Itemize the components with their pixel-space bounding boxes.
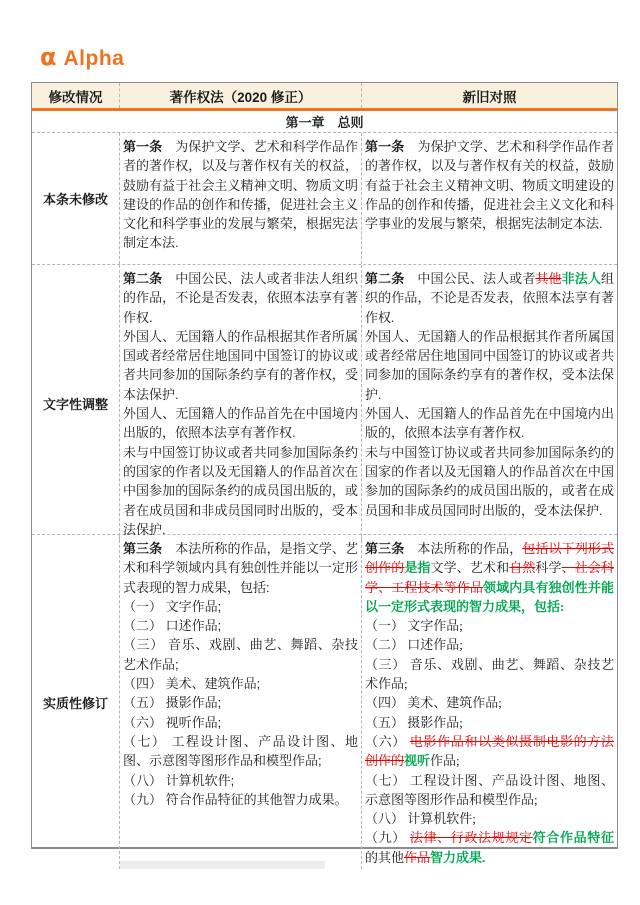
paragraph — [365, 693, 614, 712]
paragraph — [365, 655, 614, 694]
text-run: 本法所称的作品， — [404, 541, 523, 556]
text-run: （六） 视听作品; — [123, 714, 222, 730]
status-cell — [32, 265, 119, 541]
text-run: 作品; — [430, 753, 460, 769]
text-run: 科学 — [535, 560, 562, 576]
text-run: （四） 美术、建筑作品; — [123, 676, 261, 692]
paragraph — [365, 137, 614, 233]
diff-text-cell — [361, 133, 617, 264]
text-run: （八） 计算机软件; — [123, 772, 235, 788]
paragraph — [365, 616, 614, 635]
text-run: 第二条 — [365, 271, 405, 286]
paragraph — [123, 327, 358, 404]
text-run: 第二条 — [123, 271, 163, 286]
paragraph — [365, 732, 614, 771]
deleted-text: 自然 — [509, 560, 536, 576]
law-text-cell — [119, 133, 361, 264]
added-text: 非法人 — [561, 271, 601, 286]
paragraph — [123, 693, 358, 712]
alpha-logo-icon: α — [40, 43, 57, 71]
text-run: （三） 音乐、戏剧、曲艺、舞蹈、杂技艺术作品; — [365, 656, 614, 692]
paragraph — [123, 790, 358, 809]
added-text: 智力成果. — [430, 849, 486, 865]
paragraph — [365, 443, 614, 520]
text-run: 组织的作品，不论是否发表，依照本法享有著作权. — [365, 271, 614, 325]
text-run: （一） 文字作品; — [123, 598, 222, 614]
paragraph — [123, 404, 358, 443]
column-header-law: 著作权法（2020 修正） — [119, 83, 361, 108]
paragraph — [123, 539, 358, 597]
diff-text-cell — [361, 265, 617, 541]
table-row — [32, 534, 617, 865]
text-run: （二） 口述作品; — [365, 637, 463, 653]
text-run: 的其他 — [365, 849, 405, 865]
status-label: 实质性修订 — [42, 695, 108, 711]
diff-text-cell — [361, 535, 617, 869]
text-run: 外国人、无国籍人的作品首先在中国境内出版的，依照本法享有著作权. — [123, 406, 358, 441]
paragraph — [123, 616, 358, 635]
text-run: 外国人、无国籍人的作品首先在中国境内出版的，依照本法享有著作权. — [365, 406, 614, 441]
chapter-heading: 第一章 总则 — [32, 111, 617, 132]
text-run: （一） 文字作品; — [365, 618, 463, 634]
text-run: 未与中国签订协议或者共同参加国际条约的国家的作者以及无国籍人的作品首次在中国参加的国际条约的成员国出版的，或者在成员国和非成员国同时出版的，受本法保护. — [365, 444, 614, 518]
column-header-status: 修改情况 — [48, 89, 103, 105]
text-run: （八） 计算机软件; — [365, 811, 476, 827]
paragraph — [365, 539, 614, 616]
text-run: 为保护文学、艺术和科学作品作者的著作权，以及与著作权有关的权益，鼓励有益于社会主义精神文明、物质文明建设的作品的创作和传播，促进社会主义文化和科学事业的发展与繁荣，根据宪法制定本法. — [365, 139, 614, 232]
paragraph — [123, 443, 358, 539]
table-header-row — [32, 83, 617, 111]
text-run: 未与中国签订协议或者共同参加国际条约的国家的作者以及无国籍人的作品首次在中国参加的国际条约的成员国出版的，或者在成员国和非成员国同时出版的，受本法保护. — [123, 444, 358, 537]
paragraph — [365, 771, 614, 810]
text-run: （五） 摄影作品; — [365, 714, 463, 730]
status-label: 文字性调整 — [42, 396, 108, 412]
paragraph — [365, 404, 614, 443]
text-run: 为保护文学、艺术和科学作品作者的著作权，以及与著作权有关的权益，鼓励有益于社会主义精神文明、物质文明建设的作品的创作和传播，促进社会主义文化和科学事业的发展与繁荣，根据宪法制定本法. — [123, 139, 358, 251]
deleted-text: 其他 — [535, 271, 562, 286]
added-text: 符合作品特征 — [532, 830, 614, 846]
text-run: 第三条 — [123, 541, 163, 556]
added-text: 视听 — [404, 753, 431, 769]
text-run: 外国人、无国籍人的作品根据其作者所属国或者经常居住地国同中国签订的协议或者共同参加的国际条约享有的著作权，受本法保护. — [365, 328, 614, 402]
text-run: （七） 工程设计图、产品设计图、地图、示意图等图形作品和模型作品; — [123, 733, 358, 769]
text-run: （二） 口述作品; — [123, 618, 222, 634]
paragraph — [365, 713, 614, 732]
text-run: 外国人、无国籍人的作品根据其作者所属国或者经常居住地国同中国签订的协议或者共同参加的国际条约享有的著作权，受本法保护. — [123, 328, 358, 402]
deleted-text: 电影作品和以类似摄制电影的方法创作的 — [365, 733, 614, 769]
paragraph — [123, 137, 358, 253]
text-run: （四） 美术、建筑作品; — [365, 695, 502, 711]
paragraph — [123, 713, 358, 732]
paragraph — [123, 635, 358, 674]
table-row — [32, 264, 617, 537]
app-logo — [40, 43, 125, 71]
text-run: 第一条 — [365, 139, 405, 154]
text-run: （五） 摄影作品; — [123, 695, 222, 711]
paragraph — [365, 327, 614, 404]
paragraph — [365, 635, 614, 654]
deleted-text: 作品 — [404, 849, 431, 865]
paragraph — [123, 732, 358, 771]
text-run: 本法所称的作品，是指文学、艺术和科学领域内具有独创性并能以一定形式表现的智力成果，包括: — [123, 541, 358, 595]
text-run: （九） 符合作品特征的其他智力成果。 — [123, 791, 348, 807]
paragraph — [365, 809, 614, 828]
deleted-text: 法律、行政法规规定 — [409, 830, 533, 846]
deleted-text: 包括以下列形式创作的 — [365, 541, 614, 576]
text-run: （七） 工程设计图、产品设计图、地图、示意图等图形作品和模型作品; — [365, 772, 614, 807]
status-cell — [32, 133, 119, 264]
table-body — [32, 132, 617, 865]
deleted-text: 、社会科学、工程技术等作品 — [365, 560, 614, 595]
text-run: （六） — [365, 733, 410, 749]
added-text: 是指 — [404, 560, 431, 576]
paragraph — [365, 828, 614, 867]
comparison-table — [31, 82, 618, 865]
paragraph — [123, 674, 358, 693]
text-run: （三） 音乐、戏剧、曲艺、舞蹈、杂技艺术作品; — [123, 637, 358, 672]
status-cell — [32, 535, 119, 869]
text-run: （九） — [365, 830, 410, 846]
paragraph — [365, 269, 614, 327]
text-run: 第三条 — [365, 541, 405, 556]
law-text-cell — [119, 265, 361, 541]
highlight-strip — [120, 861, 325, 869]
text-run: 中国公民、法人或者非法人组织的作品，不论是否发表，依照本法享有著作权. — [123, 271, 358, 325]
text-run: 中国公民、法人或者 — [404, 271, 536, 286]
paragraph — [123, 771, 358, 790]
added-text: 领域内具有独创性并能以一定形式表现的智力成果，包括: — [365, 579, 614, 614]
logo-text: Alpha — [63, 47, 125, 70]
paragraph — [123, 597, 358, 616]
text-run: 文学、艺术和 — [430, 560, 510, 576]
law-text-cell — [119, 535, 361, 869]
paragraph — [123, 269, 358, 327]
status-label: 本条未修改 — [42, 192, 108, 207]
table-row — [32, 132, 617, 264]
column-header-comparison: 新旧对照 — [361, 83, 617, 108]
text-run: 第一条 — [123, 139, 163, 154]
